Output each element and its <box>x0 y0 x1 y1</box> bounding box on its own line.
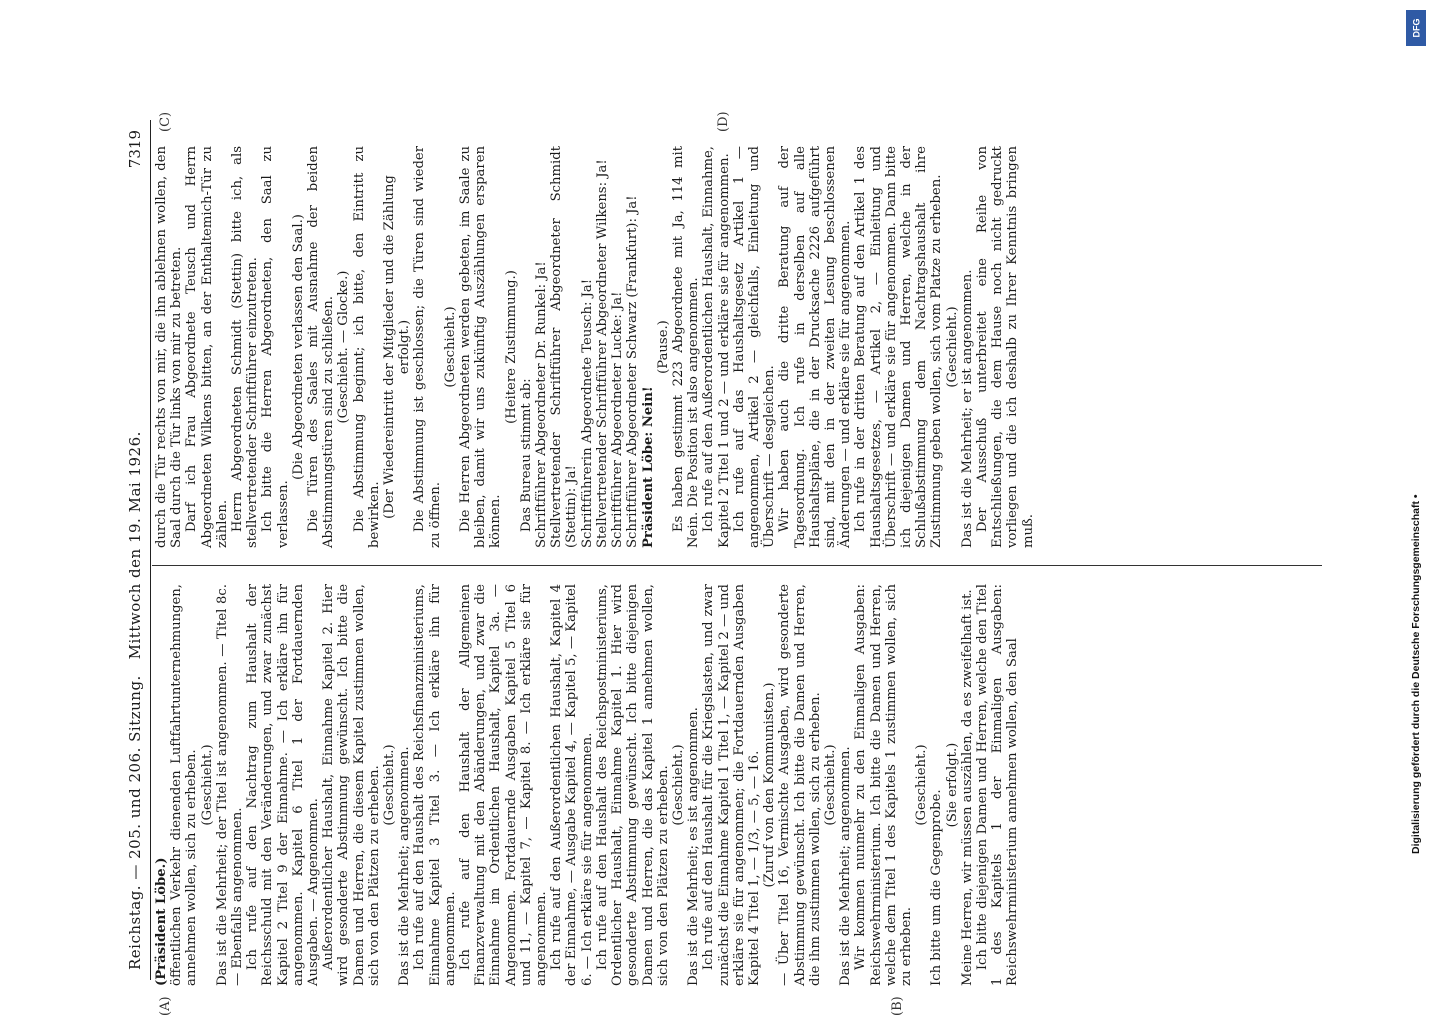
paragraph: Ich rufe auf den Haushalt der Allgemeinen Finanzverwaltung mit den Abänderungen, und zwar die Einnahme im Ordentlichen Haushalt, Kapitel 3a. — Angenommen. Fortdauernde Ausgaben Kapitel 5 Titel 6 und 11, — Kapitel 7, — Kapitel 8. — Ich erkläre sie für angenommen. <box>458 584 550 986</box>
digitization-credit <box>1404 4 1430 994</box>
paragraph: Ich bitte um die Gegenprobe. <box>929 789 945 986</box>
stage-direction: (Heitere Zustimmung.) <box>503 270 519 424</box>
margin-marker-d: (D) <box>716 111 731 132</box>
dfg-logo <box>1406 10 1426 46</box>
paragraph: Ich rufe auf den Haushalt des Reichsfinanzministeriums, Einnahme Kapitel 3 Titel 3. — Ich erkläre ihn für angenommen. <box>412 584 458 986</box>
stage-direction: (Der Wiedereintritt der Mitglieder und die Zählung erfolgt.) <box>382 175 413 519</box>
paragraph: öffentlichen Verkehr dienenden Luftfahrtunternehmungen, annehmen wollen, sich zu erheben. <box>169 584 200 986</box>
dfg-logo-text: DFG <box>1411 18 1421 38</box>
paragraph: Stellvertretender Schriftführer Abgeordneter Wilkens: Ja! <box>594 159 610 548</box>
speaker-paragraph: (Präsident Löbe.) <box>154 857 169 986</box>
paragraph: Die Abstimmung ist geschlossen; die Türen sind wieder zu öffnen. <box>412 146 443 548</box>
paragraph: Schriftführer Abgeordneter Lucke: Ja! <box>610 291 626 548</box>
paragraph: Ich rufe auf den Haushalt des Reichspostministeriums, Ordentlicher Haushalt, Einnahme Kapitel 1. Hier wird gesonderte Abstimmung gewünscht. Ich bitte diejenigen Damen und Herren, die das Kapitel 1 annehmen wollen, sich von den Plätzen zu erheben. <box>594 584 671 986</box>
header-rule <box>150 120 151 980</box>
paragraph: Wir haben auch die dritte Beratung auf der Tagesordnung. Ich rufe in derselben auf alle Haushaltspläne, die in der Drucksache 2226 aufgeführt sind, mit den in der zweiten Lesung beschlossenen Änderungen — und erkläre sie für angenommen. <box>777 146 854 548</box>
paragraph: Meine Herren, wir müssen auszählen, da es zweifelhaft ist. <box>959 589 975 986</box>
stage-direction: (Zuruf von den Kommunisten.) <box>762 682 778 888</box>
header-date: Mittwoch den 19. Mai 1926. <box>126 431 144 660</box>
paragraph: Stellvertretender Schriftführer Abgeordneter Schmidt (Stettin): Ja! <box>549 146 580 548</box>
paragraph: Das ist die Mehrheit; es ist angenommen. <box>686 707 702 986</box>
credit-text: Digitalisierung gefördert durch die Deutsche Forschungsgemeinschaft • <box>1410 494 1422 854</box>
paragraph: Ich rufe auf den Außerordentlichen Haushalt, Einnahme, Kapitel 2 Titel 1 und 2 — und erkläre sie für angenommen. <box>701 146 732 548</box>
paragraph: Darf ich Frau Abgeordnete Teusch und Herrn Abgeordneten Wilkens bitten, an der Enthaltemich-Tür zu zählen. <box>184 146 230 548</box>
paragraph: Die Abstimmung beginnt; ich bitte, den Eintritt zu bewirken. <box>351 146 382 548</box>
paragraph: Ich bitte diejenigen Damen und Herren, welche den Titel 1 des Kapitels 1 der Einmaligen Ausgaben: Reichswehrministerium annehmen wollen, den Saal <box>974 584 1021 986</box>
header-left <box>126 431 144 970</box>
margin-marker-c: (C) <box>158 111 173 132</box>
paragraph: Das Bureau stimmt ab: <box>518 378 534 533</box>
stage-direction: (Geschieht.) <box>914 744 930 826</box>
stage-direction: (Geschieht.) <box>822 744 838 826</box>
left-column <box>154 584 1021 986</box>
stage-direction: (Pause.) <box>655 320 671 374</box>
paragraph: Das ist die Mehrheit; angenommen. <box>838 746 854 986</box>
paragraph: Die Türen des Saales mit Ausnahme der beiden Abstimmungstüren sind zu schließen. <box>306 146 337 548</box>
paragraph: Der Ausschuß unterbreitet eine Reihe von Entschließungen, die dem Hause noch nicht gedruckt vorliegen und die ich deshalb zu Ihrer Kenntnis bringen muß. <box>974 146 1036 548</box>
paragraph: Das ist die Mehrheit; angenommen. <box>397 746 413 986</box>
margin-marker-b: (B) <box>890 996 905 1016</box>
paragraph: durch die Tür rechts von mir, die ihn ablehnen wollen, den Saal durch die Tür links von mir zu betreten. <box>154 146 185 548</box>
stage-direction: (Geschieht. — Glocke.) <box>336 270 352 424</box>
stage-direction: (Geschieht.) <box>199 744 215 826</box>
stage-direction: (Sie erfolgt.) <box>944 742 960 828</box>
paragraph: Ich rufe in der dritten Beratung auf den Artikel 1 des Haushaltsgesetzes, — Artikel 2, — Einleitung und Überschrift — und erkläre sie für angenommen. Dann bitte ich diejenigen Damen und Herren, welche in der Schlußabstimmung dem Nachtragshaushalt ihre Zustimmung geben wollen, sich vom Platze zu erheben. <box>853 146 945 548</box>
stage-direction: (Geschieht.) <box>442 306 458 388</box>
stage-direction: (Geschieht.) <box>670 744 686 826</box>
page-header <box>120 130 148 970</box>
right-column <box>154 146 1036 548</box>
paragraph: Schriftführer Abgeordneter Dr. Runkel: Ja! <box>534 261 550 548</box>
paragraph: Außerordentlicher Haushalt, Einnahme Kapitel 2. Hier wird gesonderte Abstimmung gewünscht. Ich bitte die Damen und Herren, die diesem Kapitel zustimmen wollen, sich von den Plätzen zu erheben. <box>321 584 382 986</box>
paragraph: Wir kommen nunmehr zu den Einmaligen Ausgaben: Reichswehrministerium. Ich bitte die Damen und Herren, welche dem Titel 1 des Kapitels 1 zustimmen wollen, sich zu erheben. <box>853 584 914 986</box>
paragraph: Ich rufe auf den Außerordentlichen Haushalt, Kapitel 4 der Einnahme, — Ausgabe Kapitel 4, — Kapitel 5, — Kapitel 6. — Ich erkläre sie für angenommen. <box>549 584 595 986</box>
document-page <box>120 100 1340 1016</box>
paragraph: Es haben gestimmt 223 Abgeordnete mit Ja, 114 mit Nein. Die Position ist also angenommen. <box>670 146 702 548</box>
paragraph: Die Herren Abgeordneten werden gebeten, im Saale zu bleiben, damit wir uns zukünftig Auszählungen ersparen können. <box>458 146 504 548</box>
stage-direction: (Geschieht.) <box>944 306 960 388</box>
paragraph: Herrn Abgeordneten Schmidt (Stettin) bitte ich, als stellvertretender Schriftführer einzutreten. <box>230 146 261 548</box>
paragraph: — Über Titel 16, Vermischte Ausgaben, wird gesonderte Abstimmung gewünscht. Ich bitte die Damen und Herren, die ihm zustimmen wollen, sich zu erheben. <box>777 584 823 986</box>
margin-marker-a: (A) <box>158 996 173 1016</box>
paragraph: Ich rufe auf das Haushaltsgesetz Artikel 1 — angenommen, Artikel 2 — gleichfalls, Einleitung und Überschrift — desgleichen. <box>731 146 778 548</box>
page-number: 7319 <box>126 130 144 169</box>
paragraph: Das ist die Mehrheit; er ist angenommen. <box>959 269 975 548</box>
stage-direction: (Die Abgeordneten verlassen den Saal.) <box>290 214 306 480</box>
paragraph: Schriftführerin Abgeordnete Teusch: Ja! <box>579 278 595 548</box>
header-title: Reichstag. — 205. und 206. Sitzung. <box>126 675 144 970</box>
speaker-paragraph: Präsident Löbe: Nein! <box>640 386 656 548</box>
paragraph: Ich bitte die Herren Abgeordneten, den Saal zu verlassen. <box>260 146 291 548</box>
paragraph: Schriftführer Abgeordneter Schwarz (Frankfurt): Ja! <box>625 195 641 548</box>
column-divider <box>152 565 1322 566</box>
paragraph: Das ist die Mehrheit; der Titel ist angenommen. — Titel 8c. — Ebenfalls angenommen. <box>214 584 246 986</box>
stage-direction: (Geschieht.) <box>382 744 398 826</box>
paragraph: Ich rufe auf den Nachtrag zum Haushalt der Reichsschuld mit den Veränderungen, und zwar zunächst Kapitel 2 Titel 9 der Einnahme. — Ich erkläre ihn für angenommen. Kapitel 6 Titel 1 der Fortdauernden Ausgaben. — Angenommen. <box>245 584 322 986</box>
paragraph: Ich rufe auf den Haushalt für die Kriegslasten, und zwar zunächst die Einnahme Kapitel 1 Titel 1, — Kapitel 2 — und erkläre sie für angenommen; die Fortdauernden Ausgaben Kapitel 4 Titel 1, — 1/3, — 5, — 16. <box>701 584 762 986</box>
